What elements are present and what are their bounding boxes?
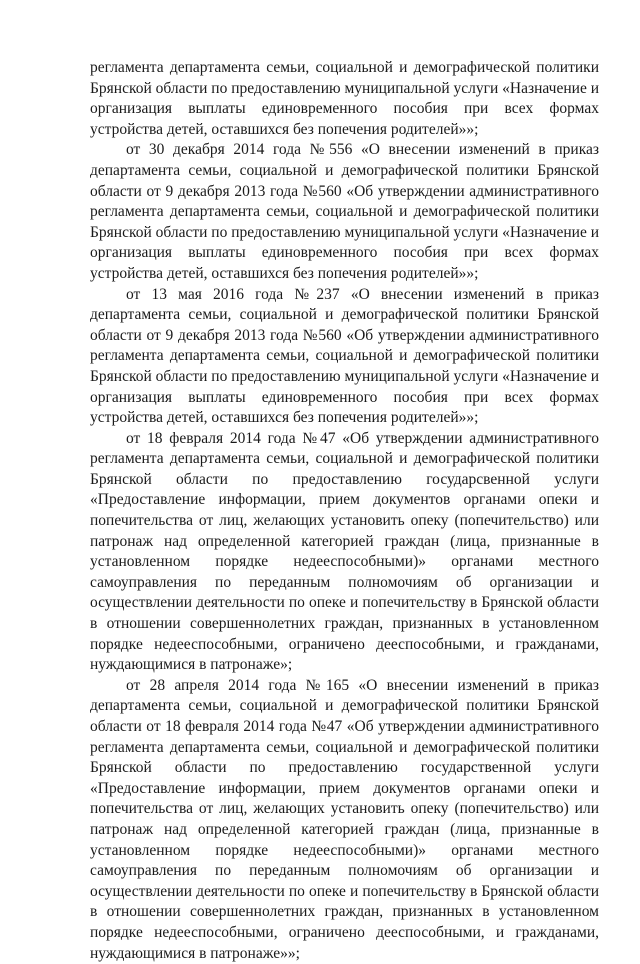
paragraph-order-237: от 13 мая 2016 года №237 «О внесении изменений в приказ департамента семьи, социальной и демографической политики Брянской области от 9 декабря 2013 года №560 «Об утверждении административного регламента департамента семьи, социальной и демографической политики Брянской области по предоставлению муниципальной услуги «Назначение и организация выплаты единовременного пособия при всех формах устройства детей, оставшихся без попечения родителей»»; (90, 285, 599, 427)
paragraph-order-47: от 18 февраля 2014 года №47 «Об утверждении административного регламента департамента семьи, социальной и демографической политики Брянской области по предоставлению государсвенной услуги «Предоставление информации, прием документов органами опеки и попечительства от лиц, желающих установить опеку (попечительство) или патронаж над определенной категорией граждан (лица, признанные в установленном порядке недееспособными)» органами местного самоуправления по переданным полномочиям об организации и осуществлении деятельности по опеке и попечительству в Брянской области в отношении совершеннолетних граждан, признанных в установленном порядке недееспособными, ограничено дееспособными, и гражданами, нуждающимися в патронаже»; (90, 429, 599, 674)
paragraph-order-165: от 28 апреля 2014 года №165 «О внесении изменений в приказ департамента семьи, социальной и демографической политики Брянской области от 18 февраля 2014 года №47 «Об утверждении административного регламента департамента семьи, социальной и демографической политики Брянской области по предоставлению государственной услуги «Предоставление информации, прием документов органами опеки и попечительства от лиц, желающих установить опеку (попечительство) или патронаж над определенной категорией граждан (лица, признанные в установленном порядке недееспособными)» органами местного самоуправления по переданным полномочиям об организации и осуществлении деятельности по опеке и попечительству в Брянской области в отношении совершеннолетних граждан, признанных в установленном порядке недееспособными, ограничено дееспособными, и гражданами, нуждающимися в патронаже»»; (90, 676, 599, 962)
document-page (90, 58, 599, 964)
paragraph-continuation: регламента департамента семьи, социальной и демографической политики Брянской области по предоставлению муниципальной услуги «Назначение и организация выплаты единовременного пособия при всех формах устройства детей, оставшихся без попечения родителей»»; (90, 59, 599, 138)
paragraph-order-556: от 30 декабря 2014 года №556 «О внесении изменений в приказ департамента семьи, социальной и демографической политики Брянской области от 9 декабря 2013 года №560 «Об утверждении административного регламента департамента семьи, социальной и демографической политики Брянской области по предоставлению муниципальной услуги «Назначение и организация выплаты единовременного пособия при всех формах устройства детей, оставшихся без попечения родителей»»; (90, 141, 599, 282)
